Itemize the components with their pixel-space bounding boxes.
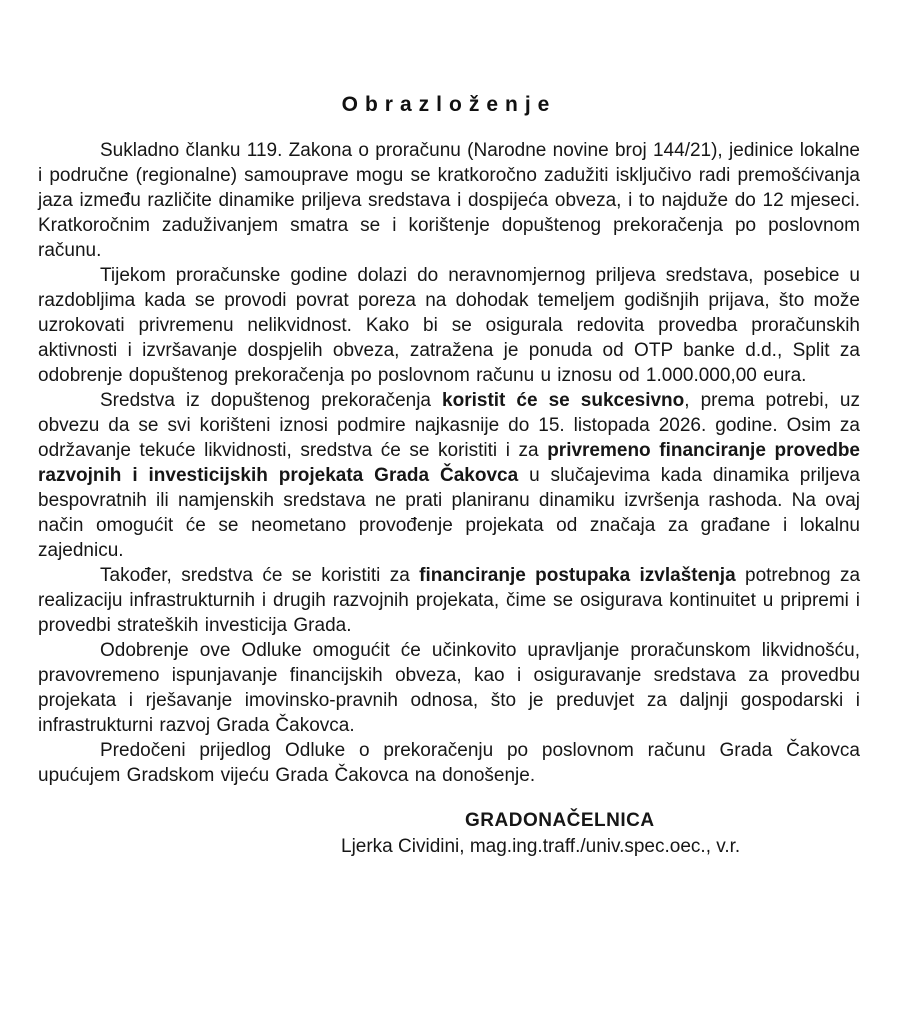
document-title: Obrazloženje (341, 93, 557, 116)
paragraph-text: potrebnog za realizaciju infrastrukturnih i drugih razvojnih projekata, čime se osigurava kontinuitet u pripremi i provedbi strateških investicija Grada. (38, 565, 861, 636)
paragraph-text: Sredstva iz dopuštenog prekoračenja (100, 390, 443, 411)
paragraph-text: Tijekom proračunske godine dolazi do neravnomjernog priljeva sredstava, posebice u razdobljima kada se provodi povrat poreza na dohodak temeljem godišnjih prijava, što može uzrokovati privremenu nelikvidnost. Kako bi se osigurala redovita provedba proračunskih aktivnosti i izvršavanje dospjelih obveza, zatražena je ponuda od OTP banke d.d., Split za odobrenje dopuštenog prekoračenja po poslovnom računu u iznosu od 1.000.000,00 eura. (38, 265, 860, 386)
signature-block (38, 808, 860, 860)
paragraph-text-bold: koristit će se sukcesivno (442, 390, 685, 411)
paragraph-text-bold: financiranje postupaka izvlaštenja (419, 565, 736, 586)
document-body (38, 138, 860, 788)
paragraph (38, 638, 860, 738)
signature-role: GRADONAČELNICA (465, 810, 655, 831)
paragraph-text: Odobrenje ove Odluke omogućit će učinkovito upravljanje proračunskom likvidnošću, pravovremeno ispunjavanje financijskih obveza, kao i osiguravanje sredstava za provedbu projekata i rješavanje imovinsko-pravnih odnosa, što je preduvjet za daljnji gospodarski i infrastrukturni razvoj Grada Čakovca. (38, 640, 860, 736)
paragraph-text: u slučajevima kada dinamika priljeva bespovratnih ili namjenskih sredstava ne prati planiranu dinamiku izvršenja rashoda. Na ovaj način omogućit će se neometano provođenje projekata od značaja za građane i lokalnu zajednicu. (38, 465, 860, 561)
paragraph-text: Sukladno članku 119. Zakona o proračunu (Narodne novine broj 144/21), jedinice lokalne i područne (regionalne) samouprave mogu se kratkoročno zadužiti isključivo radi premošćivanja jaza između različite dinamike priljeva sredstava i dospijeća obveza, i to najduže do 12 mjeseci. Kratkoročnim zaduživanjem smatra se i korištenje dopuštenog prekoračenja po poslovnom računu. (38, 140, 860, 261)
paragraph (38, 563, 860, 638)
paragraph (38, 263, 860, 388)
paragraph-text: Predočeni prijedlog Odluke o prekoračenju po poslovnom računu Grada Čakovca upućujem Gradskom vijeću Grada Čakovca na donošenje. (38, 740, 860, 786)
paragraph (38, 388, 860, 563)
signature-name: Ljerka Cividini, mag.ing.traff./univ.spec.oec., v.r. (341, 836, 741, 857)
paragraph (38, 138, 860, 263)
paragraph-text: , prema potrebi, uz obvezu da se svi korišteni iznosi podmire najkasnije do 15. listopada 2026. godine. Osim za održavanje tekuće likvidnosti, sredstva će se koristiti i za (38, 390, 860, 461)
paragraph (38, 738, 860, 788)
paragraph-text: Također, sredstva će se koristiti za (100, 565, 420, 586)
paragraph-text-bold: privremeno financiranje provedbe razvojnih i investicijskih projekata Grada Čakovca (38, 440, 860, 486)
